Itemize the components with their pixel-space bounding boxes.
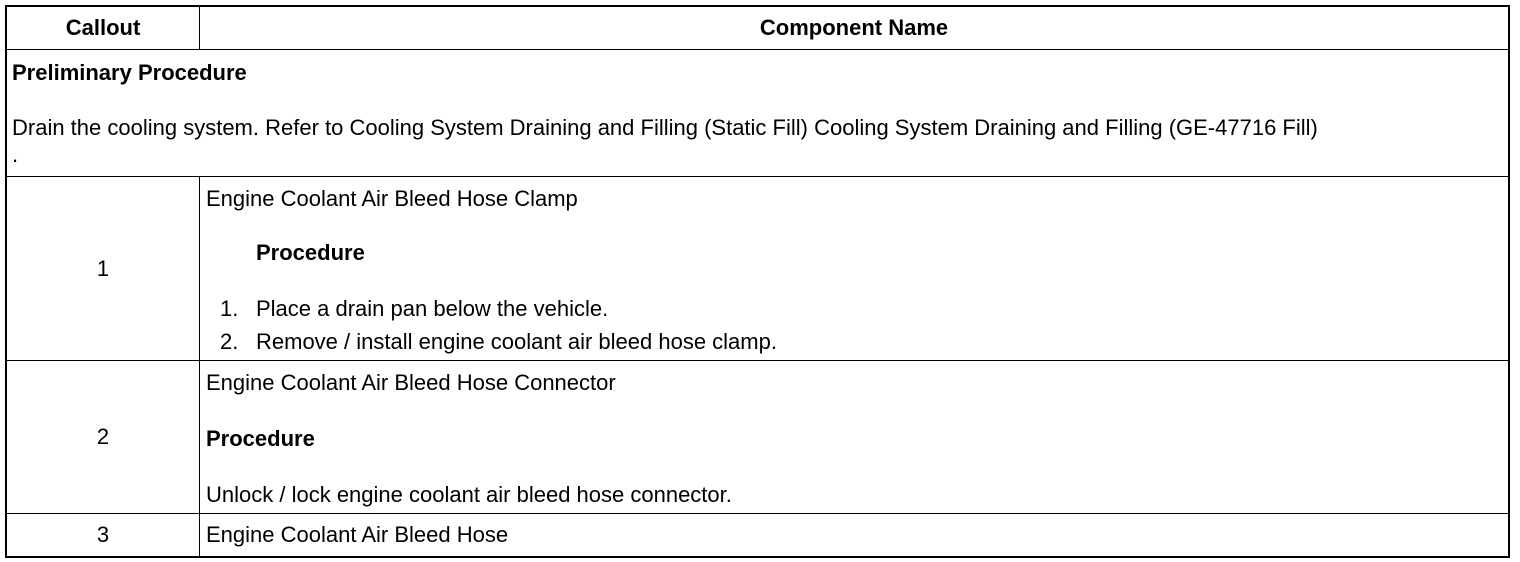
procedure-title: Procedure [256,240,365,265]
header-callout: Callout [65,15,141,40]
step-text: Remove / install engine coolant air bleed hose clamp. [256,329,777,354]
preliminary-text: Drain the cooling system. Refer to Cooling System Draining and Filling (Static Fill) Cooling System Draining and Filling (GE-47716 Fill) [12,115,1318,140]
header-component-name: Component Name [759,15,949,40]
callout-cell [7,177,200,360]
component-cell [200,361,1508,513]
table-header-row [7,7,1508,50]
callout-number: 3 [96,522,110,547]
header-callout-cell [7,7,200,49]
preliminary-title: Preliminary Procedure [12,60,247,85]
header-component-cell [200,7,1508,49]
table-row [7,514,1508,556]
preliminary-row [7,50,1508,177]
step-number: 1. [220,296,239,321]
component-table [5,5,1510,558]
procedure-title: Procedure [206,426,315,451]
component-name: Engine Coolant Air Bleed Hose [206,522,509,547]
step-number: 2. [220,329,239,354]
component-cell [200,177,1508,360]
callout-number: 1 [96,255,110,281]
callout-cell [7,514,200,556]
component-name: Engine Coolant Air Bleed Hose Clamp [206,186,578,211]
callout-cell [7,361,200,513]
table-row [7,177,1508,361]
component-cell [200,514,1508,556]
callout-number: 2 [96,424,110,449]
component-name: Engine Coolant Air Bleed Hose Connector [206,370,616,395]
procedure-text: Unlock / lock engine coolant air bleed hose connector. [206,482,732,507]
table-row [7,361,1508,514]
step-text: Place a drain pan below the vehicle. [256,296,609,321]
preliminary-trailing: . [12,142,19,167]
